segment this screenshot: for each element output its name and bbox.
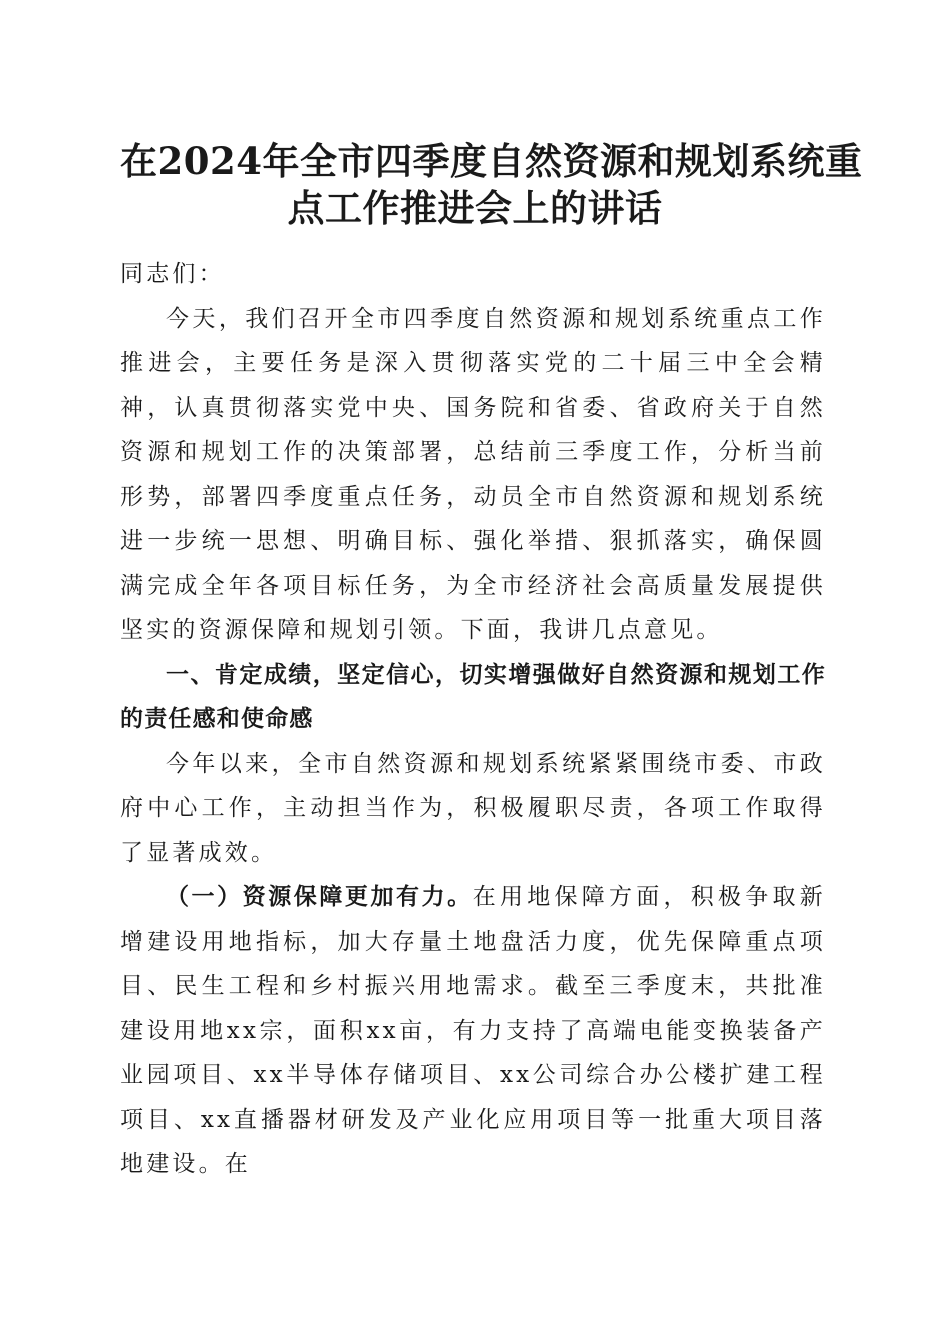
subsection-lead: （一）资源保障更加有力。 (166, 884, 473, 910)
salutation: 同志们： (120, 261, 225, 287)
intro-paragraph: 今天，我们召开全市四季度自然资源和规划系统重点工作推进会，主要任务是深入贯彻落实党的二十届三中全会精神，认真贯彻落实党中央、国务院和省委、省政府关于自然资源和规划工作的决策部署，总结前三季度工作，分析当前形势，部署四季度重点任务，动员全市自然资源和规划系统进一步统一思想、明确目标、强化举措、狠抓落实，确保圆满完成全年各项目标任务，为全市经济社会高质量发展提供坚实的资源保障和规划引领。下面，我讲几点意见。 (120, 305, 826, 643)
achievements-paragraph: 今年以来，全市自然资源和规划系统紧紧围绕市委、市政府中心工作，主动担当作为，积极履职尽责，各项工作取得了显著成效。 (120, 750, 826, 866)
title-line-1: 在2024年全市四季度自然资源和规划系统重 (120, 139, 863, 183)
title-line-2: 点工作推进会上的讲话 (287, 186, 663, 230)
subsection-text: 在用地保障方面，积极争取新增建设用地指标，加大存量土地盘活力度，优先保障重点项目、民生工程和乡村振兴用地需求。截至三季度末，共批准建设用地xx宗，面积xx亩，有力支持了高端电能变换装备产业园项目、xx半导体存储项目、xx公司综合办公楼扩建工程项目、xx直播器材研发及产业化应用项目等一批重大项目落地建设。在 (120, 884, 826, 1177)
section-heading: 一、肯定成绩，坚定信心，切实增强做好自然资源和规划工作的责任感和使命感 (120, 661, 826, 732)
subsection-paragraph (120, 875, 826, 1187)
document-title (120, 138, 863, 232)
document-body (120, 252, 826, 1187)
